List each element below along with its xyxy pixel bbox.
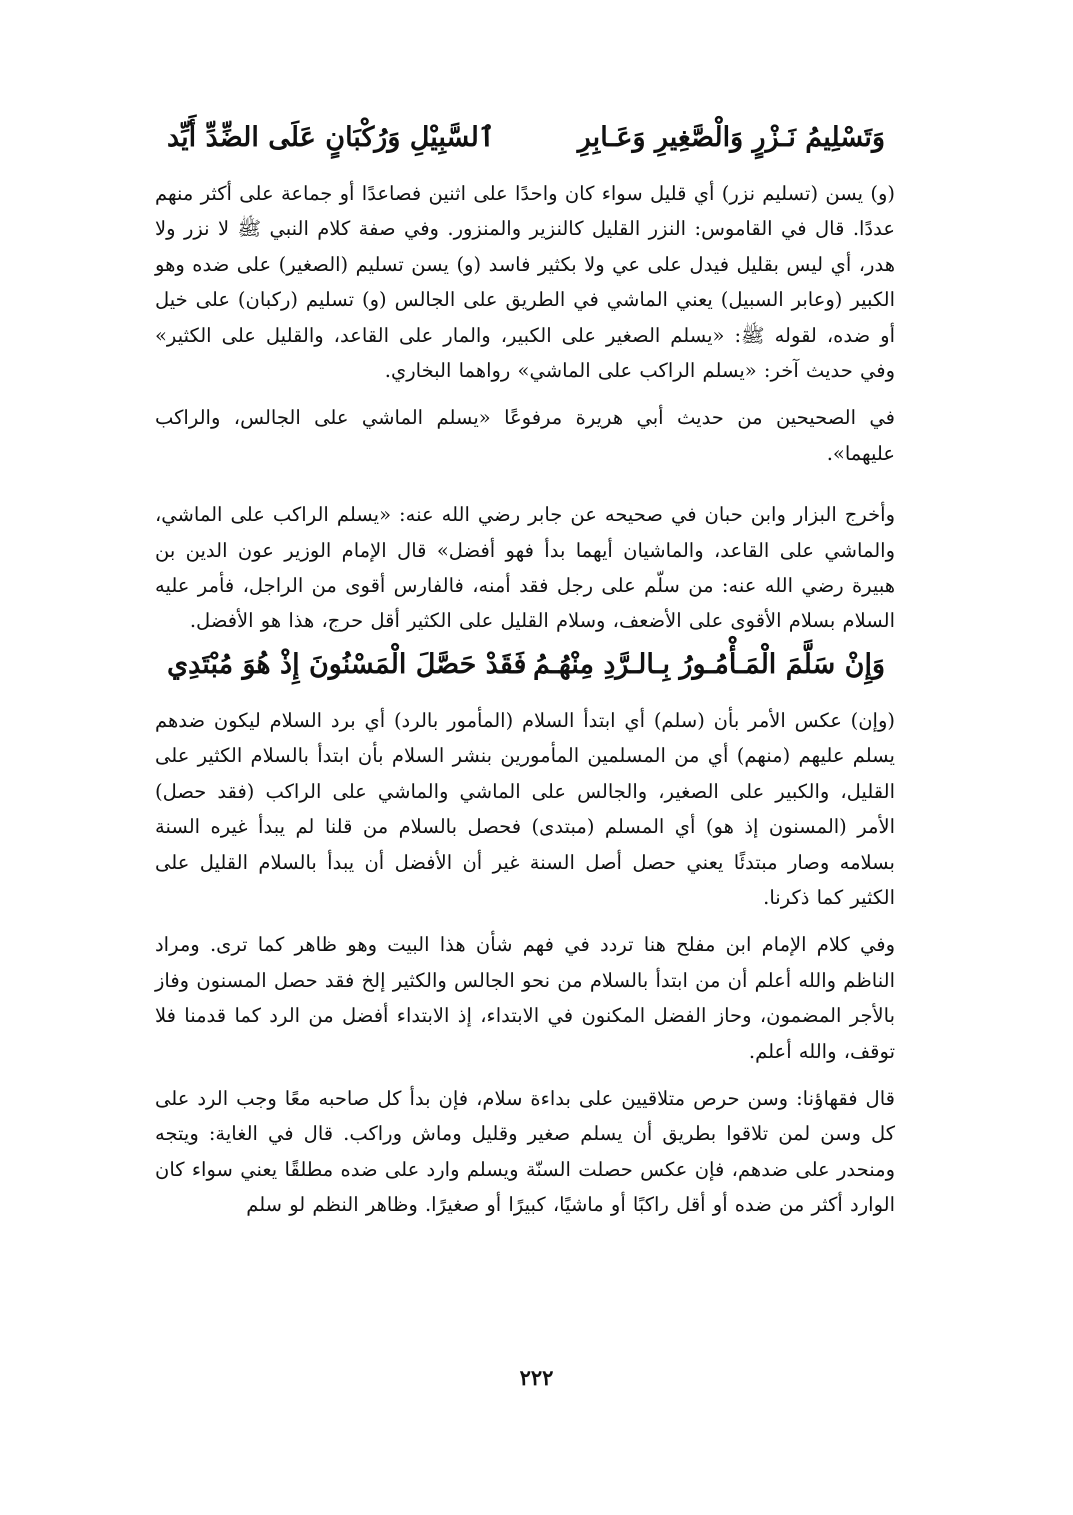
paragraph-reverse-greeting: (وإن) عكس الأمر بأن (سلم) أي ابتدأ السلام (المأمور بالرد) أي برد السلام ليكون ضدهم يسلم عليهم (منهم) أي من المسلمين المأمورين بنشر السلام بأن ابتدأ بالسلام الكثير على القليل، والكبير على الصغير، والجالس على الماشي والماشي على الراكب (فقد حصل) الأمر (المسنون إذ هو) أي المسلم (مبتدى) فحصل بالسلام من قلنا لم يبدأ غيره السنة بسلامه وصار مبتدئًا يعني حصل أصل السنة غير أن الأفضل أن يبدأ بالسلام القليل على الكثير كما ذكرنا. <box>155 708 895 909</box>
paragraph-nazr-explanation: (و) يسن (تسليم نزر) أي قليل سواء كان واحدًا على اثنين فصاعدًا أو جماعة على أكثر منهم عددًا. قال في القاموس: النزر القليل كالنزير والمنزور. وفي صفة كلام النبي ﷺ لا نزر ولا هدر، أي ليس بقليل فيدل على عي ولا بكثير فاسد (و) يسن تسليم (الصغير) على ضده وهو الكبير (وعابر السبيل) يعني الماشي في الطريق على الجالس (و) تسليم (ركبان) على خيل أو ضده، لقوله ﷺ: «يسلم الصغير على الكبير، والمار على القاعد، والقليل على الكثير» وفي حديث آخر: «يسلم الراكب على الماشي» رواهما البخاري. <box>155 182 895 383</box>
verse-2-first-hemistich: وَإِنْ سَلَّمَ الْمَـأْمُـورُ بِـالـرَّدِ مِنْهُـمُ <box>533 648 885 680</box>
paragraph-fuqaha: قال فقهاؤنا: وسن حرص متلاقيين على بداءة سلام، فإن بدأ كل صاحبه معًا وجب الرد على كل وسن لمن تلاقوا بطريق أن يسلم صغير وقليل وماش وراكب. قال في الغاية: ويتجه ومنحدر على ضدهم، فإن عكس حصلت السنّة ويسلم وارد على ضده مطلقًا يعني سواء كان الوارد أكثر من ضده أو أقل راكبًا أو ماشيًا، كبيرًا أو صغيرًا. وظاهر النظم لو سلم <box>155 1086 895 1217</box>
paragraph-ibn-muflih: وفي كلام الإمام ابن مفلح هنا تردد في فهم شأن هذا البيت وهو ظاهر كما ترى. ومراد الناظم والله أعلم أن من ابتدأ بالسلام من نحو الجالس والكثير إلخ فقد حصل المسنون وفاز بالأجر المضمون، وحاز الفضل المكنون في الابتداء، إذ الابتداء أفضل من الرد كما قدمنا فلا توقف، والله أعلم. <box>155 933 895 1063</box>
paragraph-bazzar-hadith: وأخرج البزار وابن حبان في صحيحه عن جابر رضي الله عنه: «يسلم الراكب على الماشي، والماشي على القاعد، والماشيان أيهما بدأ فهو أفضل» قال الإمام الوزير عون الدين بن هبيرة رضي الله عنه: من سلّم على رجل فقد أمنه، فالفارس أقوى من الراجل، فأمر عليه السلام بسلام الأقوى على الأضعف، وسلام القليل على الكثير أقل حرج، هذا هو الأفضل. <box>155 503 895 633</box>
page-body <box>155 118 895 1223</box>
verse-2-second-hemistich: فَقَدْ حَصَّلَ الْمَسْنُونَ إِذْ هُوَ مُبْتَدِي <box>167 648 527 680</box>
page-number: ٢٢٢ <box>519 1365 554 1390</box>
verse-1-first-hemistich: وَتَسْلِيمُ نَـزْرٍ وَالْصَّغِيرِ وَعَـابِرِ <box>577 122 885 153</box>
paragraph-sahihayn-hadith: في الصحيحين من حديث أبي هريرة مرفوعًا «يسلم الماشي على الجالس، والراكب عليهما». <box>155 406 895 465</box>
verse-2 <box>155 645 895 685</box>
verse-1-second-hemistich: ٱلسَّبِيْلِ وَرُكْبَانٍ عَلَى الضِّدِّ أَيِّد <box>167 122 495 153</box>
verse-1 <box>155 118 895 158</box>
